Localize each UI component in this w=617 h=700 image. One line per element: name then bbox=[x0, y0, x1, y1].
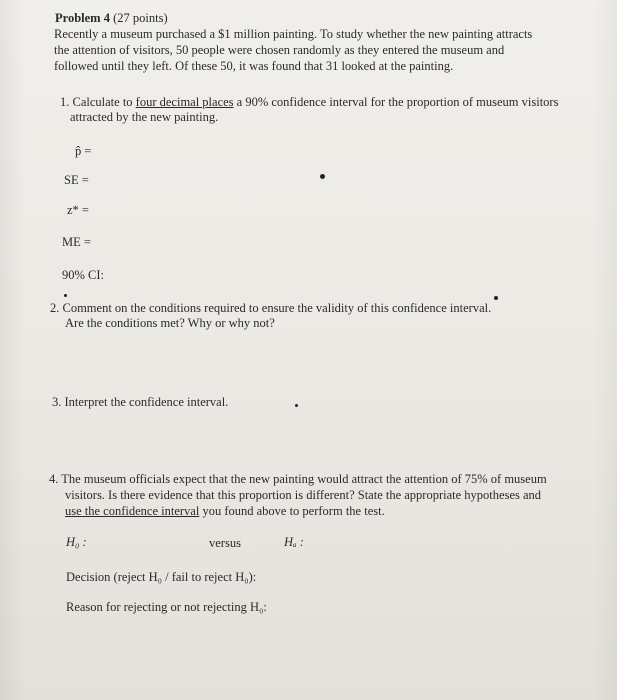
se-field: SE = bbox=[64, 173, 89, 187]
q4-line-2: visitors. Is there evidence that this proportion is different? State the appropriate hypotheses and bbox=[65, 488, 542, 502]
intro-line-2: the attention of visitors, 50 people were chosen randomly as they entered the museum and bbox=[54, 43, 505, 57]
me-field: ME = bbox=[62, 235, 91, 249]
q4-underlined: use the confidence interval bbox=[65, 504, 200, 518]
ci-field: 90% CI: bbox=[62, 268, 105, 282]
q2-text: Comment on the conditions required to ensure the validity of this confidence interval. bbox=[62, 301, 492, 315]
q3-line-1 bbox=[52, 395, 228, 409]
q2-number: 2. bbox=[50, 301, 60, 315]
decision-field: Decision (reject H₀ / fail to reject H₀): bbox=[66, 570, 257, 584]
problem-title: Problem 4 bbox=[55, 11, 110, 25]
h0-field: H₀ : bbox=[66, 535, 87, 549]
zstar-field: z* = bbox=[67, 203, 89, 217]
reason-field: Reason for rejecting or not rejecting H₀: bbox=[66, 600, 267, 614]
q3-number: 3. bbox=[52, 395, 62, 409]
intro-line-1: Recently a museum purchased a $1 million painting. To study whether the new painting attracts bbox=[54, 27, 533, 41]
q4-number: 4. bbox=[49, 472, 59, 486]
q4-text-3: you found above to perform the test. bbox=[202, 504, 385, 518]
pen-dot-1 bbox=[320, 174, 325, 179]
q2-line-2: Are the conditions met? Why or why not? bbox=[65, 316, 275, 330]
versus-label: versus bbox=[209, 536, 241, 550]
q1-suffix: a 90% confidence interval for the proportion of museum visitors bbox=[236, 95, 559, 109]
intro-line-3: followed until they left. Of these 50, it was found that 31 looked at the painting. bbox=[54, 59, 454, 73]
q4-line-1 bbox=[49, 472, 547, 486]
q4-line-3 bbox=[65, 504, 385, 518]
pen-dot-4 bbox=[64, 294, 67, 297]
ha-field: Hₐ : bbox=[284, 535, 304, 549]
q1-line-1 bbox=[60, 95, 558, 109]
q1-prefix: Calculate to bbox=[72, 95, 133, 109]
problem-heading bbox=[55, 11, 168, 25]
pen-dot-2 bbox=[494, 296, 498, 300]
q1-number: 1. bbox=[60, 95, 70, 109]
q3-text: Interpret the confidence interval. bbox=[64, 395, 229, 409]
q4-text-1: The museum officials expect that the new painting would attract the attention of 75% of museum bbox=[61, 472, 547, 486]
pen-dot-3 bbox=[295, 404, 298, 407]
q1-line-2: attracted by the new painting. bbox=[70, 110, 219, 124]
q2-line-1 bbox=[50, 301, 491, 315]
phat-field: p̂ = bbox=[75, 144, 92, 158]
problem-points: (27 points) bbox=[113, 11, 168, 25]
q1-underlined: four decimal places bbox=[135, 95, 234, 109]
